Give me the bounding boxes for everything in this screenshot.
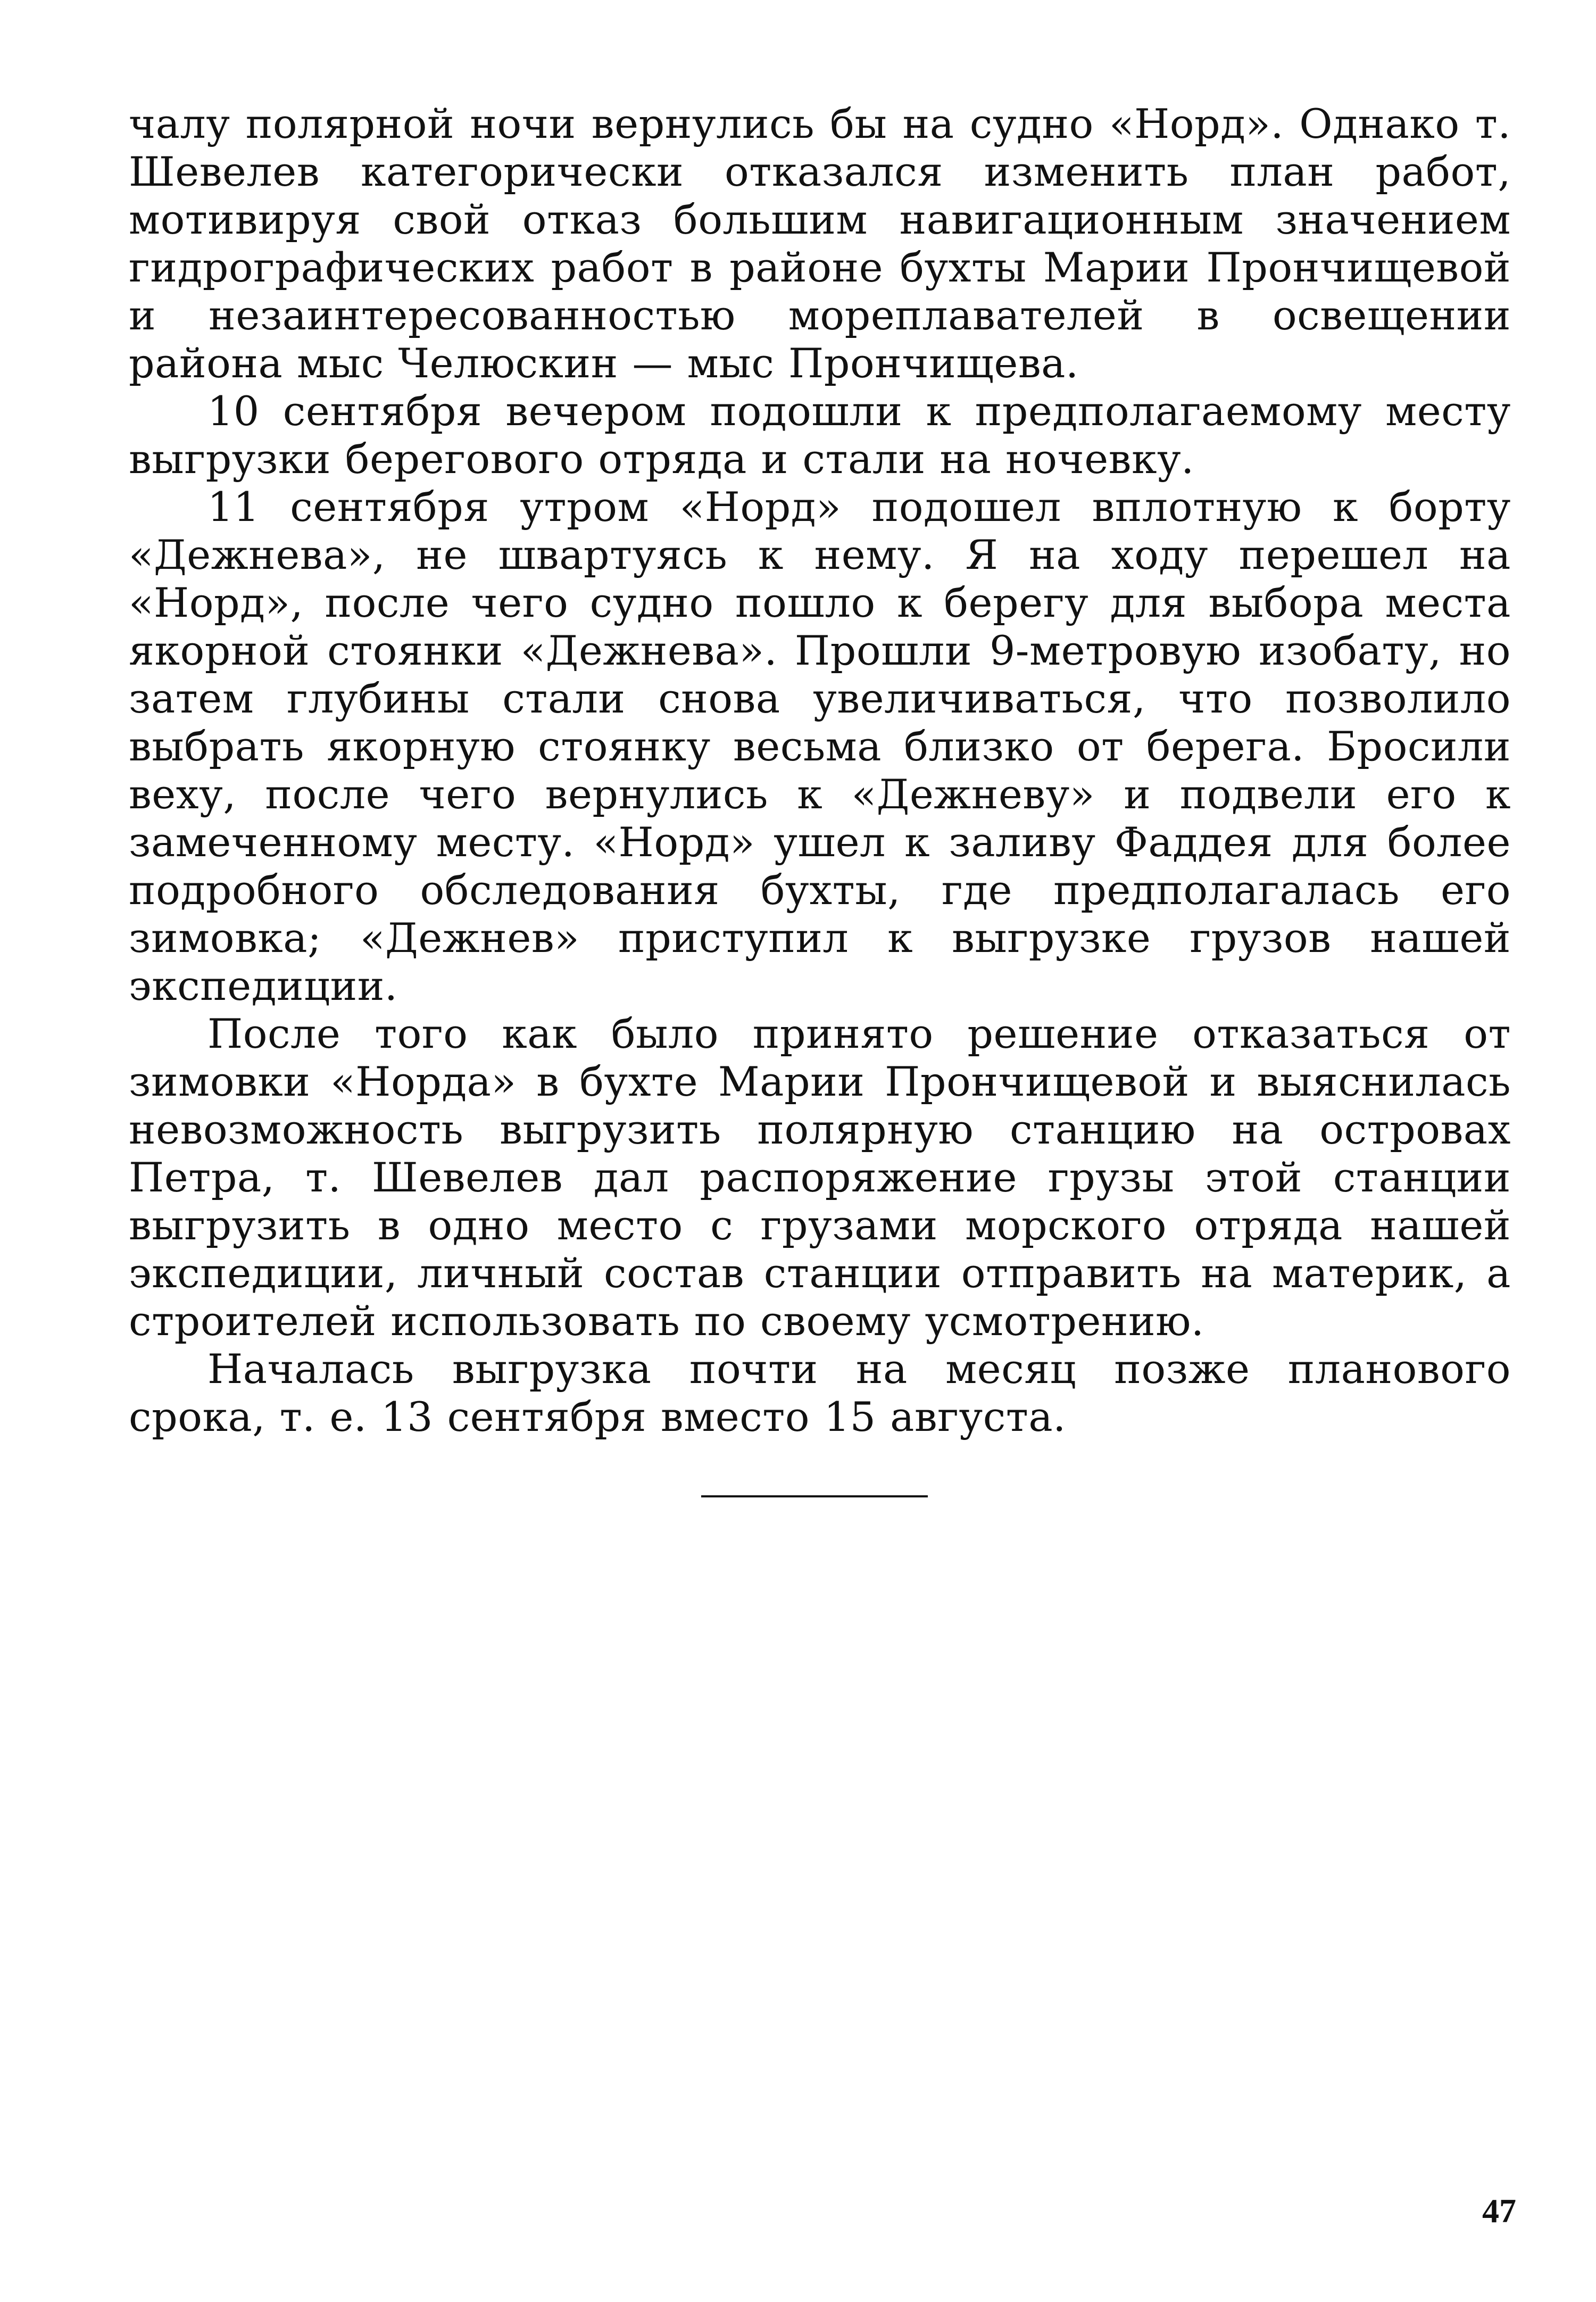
paragraph-5: Началась выгрузка почти на месяц позже планового срока, т. е. 13 сентября вместо 15 августа. [129, 1345, 1511, 1440]
paragraph-1: чалу полярной ночи вернулись бы на судно «Норд». Однако т. Шевелев категорически отказался изменить план работ, мотивируя свой отказ большим навигационным значением гидрографических работ в районе бухты Марии Прончищевой и незаинтересованностью мореплавателей в освещении района мыс Челюскин — мыс Прончищева. [129, 100, 1511, 387]
section-end-rule [701, 1495, 928, 1497]
paragraph-2: 10 сентября вечером подошли к предполагаемому месту выгрузки берегового отряда и стали на ночевку. [129, 387, 1511, 483]
paragraph-4: После того как было принято решение отказаться от зимовки «Норда» в бухте Марии Прончищевой и выяснилась невозможность выгрузить полярную станцию на островах Петра, т. Шевелев дал распоряжение грузы этой станции выгрузить в одно место с грузами морского отряда нашей экспедиции, личный состав станции отправить на материк, а строителей использовать по своему усмотрению. [129, 1010, 1511, 1345]
paragraph-3: 11 сентября утром «Норд» подошел вплотную к борту «Дежнева», не швартуясь к нему. Я на ходу перешел на «Норд», после чего судно пошло к берегу для выбора места якорной стоянки «Дежнева». Прошли 9-метровую изобату, но затем глубины стали снова увеличиваться, что позволило выбрать якорную стоянку весьма близко от берега. Бросили веху, после чего вернулись к «Дежневу» и подвели его к замеченному месту. «Норд» ушел к заливу Фаддея для более подробного обследования бухты, где предполагалась его зимовка; «Дежнев» приступил к выгрузке грузов нашей экспедиции. [129, 483, 1511, 1009]
body-text [129, 100, 1511, 1441]
page-number: 47 [1482, 2192, 1516, 2230]
